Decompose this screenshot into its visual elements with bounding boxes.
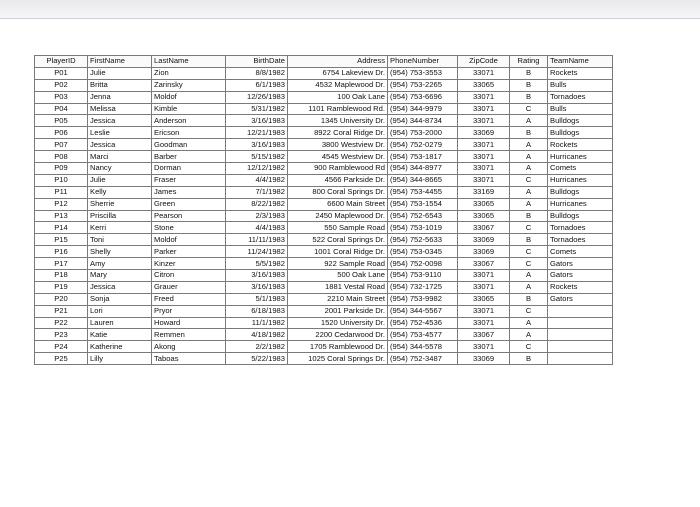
cell-player-id[interactable]: P23 <box>35 329 88 341</box>
cell-team-name[interactable] <box>548 353 613 365</box>
column-header-zip-code[interactable]: ZipCode <box>458 56 510 68</box>
cell-birth-date[interactable]: 3/16/1983 <box>226 139 288 151</box>
cell-rating[interactable]: A <box>510 329 548 341</box>
cell-last-name[interactable]: Stone <box>152 222 226 234</box>
cell-team-name[interactable]: Bulldogs <box>548 127 613 139</box>
cell-first-name[interactable]: Lilly <box>88 353 152 365</box>
table-row <box>35 198 613 210</box>
window-top-bar <box>0 0 700 19</box>
cell-address[interactable]: 2001 Parkside Dr. <box>288 305 388 317</box>
cell-birth-date[interactable]: 2/3/1983 <box>226 210 288 222</box>
cell-zip-code[interactable]: 33071 <box>458 174 510 186</box>
column-header-first-name[interactable]: FirstName <box>88 56 152 68</box>
cell-phone-number[interactable]: (954) 753-1817 <box>388 151 458 163</box>
cell-rating[interactable]: C <box>510 246 548 258</box>
cell-last-name[interactable]: Pearson <box>152 210 226 222</box>
table-row <box>35 115 613 127</box>
cell-zip-code[interactable]: 33067 <box>458 329 510 341</box>
cell-last-name[interactable]: James <box>152 186 226 198</box>
cell-first-name[interactable]: Leslie <box>88 127 152 139</box>
header-row <box>35 56 613 68</box>
cell-team-name[interactable] <box>548 329 613 341</box>
cell-first-name[interactable]: Nancy <box>88 163 152 175</box>
cell-birth-date[interactable]: 4/4/1983 <box>226 222 288 234</box>
cell-phone-number[interactable]: (954) 753-9110 <box>388 270 458 282</box>
cell-first-name[interactable]: Julie <box>88 67 152 79</box>
cell-phone-number[interactable]: (954) 753-4455 <box>388 186 458 198</box>
cell-rating[interactable]: A <box>510 139 548 151</box>
cell-last-name[interactable]: Barber <box>152 151 226 163</box>
cell-first-name[interactable]: Mary <box>88 270 152 282</box>
cell-last-name[interactable]: Fraser <box>152 174 226 186</box>
column-header-player-id[interactable]: PlayerID <box>35 56 88 68</box>
cell-first-name[interactable]: Priscilla <box>88 210 152 222</box>
cell-first-name[interactable]: Kelly <box>88 186 152 198</box>
cell-first-name[interactable]: Amy <box>88 258 152 270</box>
cell-team-name[interactable]: Comets <box>548 163 613 175</box>
cell-birth-date[interactable]: 2/2/1982 <box>226 341 288 353</box>
cell-address[interactable]: 1881 Vestal Road <box>288 281 388 293</box>
cell-last-name[interactable]: Moldof <box>152 234 226 246</box>
cell-phone-number[interactable]: (954) 753-4577 <box>388 329 458 341</box>
cell-player-id[interactable]: P14 <box>35 222 88 234</box>
cell-zip-code[interactable]: 33071 <box>458 163 510 175</box>
cell-phone-number[interactable]: (954) 753-3553 <box>388 67 458 79</box>
cell-player-id[interactable]: P13 <box>35 210 88 222</box>
cell-team-name[interactable]: Gators <box>548 258 613 270</box>
cell-first-name[interactable]: Lori <box>88 305 152 317</box>
cell-phone-number[interactable]: (954) 752-4536 <box>388 317 458 329</box>
cell-team-name[interactable]: Bulldogs <box>548 115 613 127</box>
cell-first-name[interactable]: Jessica <box>88 281 152 293</box>
column-header-address[interactable]: Address <box>288 56 388 68</box>
table-row <box>35 341 613 353</box>
table-row <box>35 281 613 293</box>
cell-player-id[interactable]: P21 <box>35 305 88 317</box>
cell-player-id[interactable]: P17 <box>35 258 88 270</box>
cell-address[interactable]: 6600 Main Street <box>288 198 388 210</box>
cell-last-name[interactable]: Citron <box>152 270 226 282</box>
cell-address[interactable]: 2200 Cedarwood Dr. <box>288 329 388 341</box>
cell-address[interactable]: 522 Coral Springs Dr. <box>288 234 388 246</box>
cell-team-name[interactable]: Hurricanes <box>548 151 613 163</box>
cell-last-name[interactable]: Dorman <box>152 163 226 175</box>
cell-birth-date[interactable]: 12/26/1983 <box>226 91 288 103</box>
cell-first-name[interactable]: Britta <box>88 79 152 91</box>
cell-zip-code[interactable]: 33071 <box>458 270 510 282</box>
cell-rating[interactable]: C <box>510 341 548 353</box>
cell-team-name[interactable]: Bulldogs <box>548 210 613 222</box>
cell-zip-code[interactable]: 33169 <box>458 186 510 198</box>
cell-first-name[interactable]: Kerri <box>88 222 152 234</box>
table-row <box>35 127 613 139</box>
cell-address[interactable]: 922 Sample Road <box>288 258 388 270</box>
cell-address[interactable]: 4532 Maplewood Dr. <box>288 79 388 91</box>
cell-player-id[interactable]: P22 <box>35 317 88 329</box>
cell-phone-number[interactable]: (954) 344-8977 <box>388 163 458 175</box>
cell-phone-number[interactable]: (954) 752-5633 <box>388 234 458 246</box>
cell-phone-number[interactable]: (954) 752-0098 <box>388 258 458 270</box>
cell-player-id[interactable]: P09 <box>35 163 88 175</box>
cell-birth-date[interactable]: 4/18/1982 <box>226 329 288 341</box>
cell-zip-code[interactable]: 33071 <box>458 341 510 353</box>
cell-phone-number[interactable]: (954) 753-1554 <box>388 198 458 210</box>
cell-team-name[interactable]: Tornadoes <box>548 91 613 103</box>
cell-team-name[interactable]: Gators <box>548 270 613 282</box>
cell-birth-date[interactable]: 4/4/1982 <box>226 174 288 186</box>
cell-player-id[interactable]: P10 <box>35 174 88 186</box>
cell-phone-number[interactable]: (954) 753-9982 <box>388 293 458 305</box>
cell-player-id[interactable]: P05 <box>35 115 88 127</box>
cell-rating[interactable]: A <box>510 115 548 127</box>
cell-rating[interactable]: A <box>510 270 548 282</box>
cell-zip-code[interactable]: 33071 <box>458 317 510 329</box>
cell-birth-date[interactable]: 7/1/1982 <box>226 186 288 198</box>
table-row <box>35 151 613 163</box>
cell-player-id[interactable]: P12 <box>35 198 88 210</box>
cell-zip-code[interactable]: 33069 <box>458 127 510 139</box>
cell-zip-code[interactable]: 33065 <box>458 210 510 222</box>
cell-player-id[interactable]: P04 <box>35 103 88 115</box>
table-row <box>35 186 613 198</box>
table-row <box>35 163 613 175</box>
cell-team-name[interactable]: Bulls <box>548 103 613 115</box>
cell-player-id[interactable]: P03 <box>35 91 88 103</box>
cell-last-name[interactable]: Moldof <box>152 91 226 103</box>
cell-address[interactable]: 550 Sample Road <box>288 222 388 234</box>
cell-last-name[interactable]: Kinzer <box>152 258 226 270</box>
cell-birth-date[interactable]: 5/5/1982 <box>226 258 288 270</box>
cell-phone-number[interactable]: (954) 752-0279 <box>388 139 458 151</box>
cell-player-id[interactable]: P11 <box>35 186 88 198</box>
cell-birth-date[interactable]: 5/15/1982 <box>226 151 288 163</box>
cell-address[interactable]: 900 Ramblewood Rd <box>288 163 388 175</box>
cell-rating[interactable]: A <box>510 151 548 163</box>
cell-phone-number[interactable]: (954) 753-1019 <box>388 222 458 234</box>
cell-rating[interactable]: A <box>510 186 548 198</box>
cell-birth-date[interactable]: 11/11/1983 <box>226 234 288 246</box>
cell-last-name[interactable]: Ericson <box>152 127 226 139</box>
cell-zip-code[interactable]: 33071 <box>458 67 510 79</box>
cell-first-name[interactable]: Katherine <box>88 341 152 353</box>
cell-address[interactable]: 8922 Coral Ridge Dr. <box>288 127 388 139</box>
cell-team-name[interactable] <box>548 305 613 317</box>
cell-rating[interactable]: B <box>510 234 548 246</box>
cell-last-name[interactable]: Zion <box>152 67 226 79</box>
column-header-team-name[interactable]: TeamName <box>548 56 613 68</box>
cell-phone-number[interactable]: (954) 344-5567 <box>388 305 458 317</box>
table-row <box>35 79 613 91</box>
table-row <box>35 317 613 329</box>
cell-first-name[interactable]: Jenna <box>88 91 152 103</box>
cell-birth-date[interactable]: 6/18/1983 <box>226 305 288 317</box>
cell-team-name[interactable]: Bulldogs <box>548 186 613 198</box>
cell-rating[interactable]: C <box>510 258 548 270</box>
cell-last-name[interactable]: Grauer <box>152 281 226 293</box>
cell-birth-date[interactable]: 12/21/1983 <box>226 127 288 139</box>
table-row <box>35 258 613 270</box>
cell-rating[interactable]: C <box>510 103 548 115</box>
cell-zip-code[interactable]: 33071 <box>458 103 510 115</box>
cell-birth-date[interactable]: 3/16/1983 <box>226 270 288 282</box>
cell-first-name[interactable]: Sherrie <box>88 198 152 210</box>
cell-last-name[interactable]: Pryor <box>152 305 226 317</box>
cell-rating[interactable]: B <box>510 353 548 365</box>
cell-last-name[interactable]: Green <box>152 198 226 210</box>
cell-phone-number[interactable]: (954) 344-9979 <box>388 103 458 115</box>
cell-rating[interactable]: A <box>510 317 548 329</box>
cell-player-id[interactable]: P02 <box>35 79 88 91</box>
cell-player-id[interactable]: P01 <box>35 67 88 79</box>
cell-birth-date[interactable]: 11/24/1982 <box>226 246 288 258</box>
cell-last-name[interactable]: Taboas <box>152 353 226 365</box>
cell-first-name[interactable]: Sonja <box>88 293 152 305</box>
table-row <box>35 139 613 151</box>
cell-address[interactable]: 6754 Lakeview Dr. <box>288 67 388 79</box>
cell-team-name[interactable]: Rockets <box>548 281 613 293</box>
cell-player-id[interactable]: P07 <box>35 139 88 151</box>
cell-player-id[interactable]: P20 <box>35 293 88 305</box>
cell-zip-code[interactable]: 33069 <box>458 246 510 258</box>
cell-zip-code[interactable]: 33071 <box>458 91 510 103</box>
cell-player-id[interactable]: P18 <box>35 270 88 282</box>
cell-team-name[interactable]: Comets <box>548 246 613 258</box>
cell-team-name[interactable]: Tornadoes <box>548 222 613 234</box>
cell-zip-code[interactable]: 33071 <box>458 139 510 151</box>
cell-address[interactable]: 4545 Westview Dr. <box>288 151 388 163</box>
table-row <box>35 67 613 79</box>
cell-team-name[interactable]: Bulls <box>548 79 613 91</box>
cell-address[interactable]: 1001 Coral Ridge Dr. <box>288 246 388 258</box>
players-table <box>34 55 613 365</box>
cell-birth-date[interactable]: 5/31/1982 <box>226 103 288 115</box>
cell-address[interactable]: 100 Oak Lane <box>288 91 388 103</box>
column-header-rating[interactable]: Rating <box>510 56 548 68</box>
cell-address[interactable]: 1101 Ramblewood Rd. <box>288 103 388 115</box>
cell-first-name[interactable]: Marci <box>88 151 152 163</box>
cell-address[interactable]: 1705 Ramblewood Dr. <box>288 341 388 353</box>
cell-player-id[interactable]: P25 <box>35 353 88 365</box>
cell-rating[interactable]: B <box>510 127 548 139</box>
cell-zip-code[interactable]: 33067 <box>458 222 510 234</box>
cell-zip-code[interactable]: 33065 <box>458 198 510 210</box>
cell-player-id[interactable]: P16 <box>35 246 88 258</box>
cell-birth-date[interactable]: 5/1/1983 <box>226 293 288 305</box>
cell-last-name[interactable]: Anderson <box>152 115 226 127</box>
cell-team-name[interactable]: Rockets <box>548 67 613 79</box>
cell-zip-code[interactable]: 33065 <box>458 79 510 91</box>
cell-address[interactable]: 4566 Parkside Dr. <box>288 174 388 186</box>
cell-rating[interactable]: B <box>510 79 548 91</box>
cell-phone-number[interactable]: (954) 753-0345 <box>388 246 458 258</box>
table-row <box>35 329 613 341</box>
cell-phone-number[interactable]: (954) 344-5578 <box>388 341 458 353</box>
cell-address[interactable]: 1345 University Dr. <box>288 115 388 127</box>
cell-team-name[interactable]: Hurricanes <box>548 174 613 186</box>
cell-first-name[interactable]: Julie <box>88 174 152 186</box>
cell-birth-date[interactable]: 11/1/1982 <box>226 317 288 329</box>
cell-phone-number[interactable]: (954) 344-8734 <box>388 115 458 127</box>
cell-team-name[interactable]: Hurricanes <box>548 198 613 210</box>
table-row <box>35 293 613 305</box>
cell-zip-code[interactable]: 33065 <box>458 293 510 305</box>
cell-phone-number[interactable]: (954) 753-2265 <box>388 79 458 91</box>
cell-first-name[interactable]: Lauren <box>88 317 152 329</box>
cell-first-name[interactable]: Shelly <box>88 246 152 258</box>
cell-last-name[interactable]: Remmen <box>152 329 226 341</box>
cell-rating[interactable]: B <box>510 91 548 103</box>
cell-rating[interactable]: B <box>510 67 548 79</box>
cell-team-name[interactable]: Tornadoes <box>548 234 613 246</box>
column-header-last-name[interactable]: LastName <box>152 56 226 68</box>
cell-last-name[interactable]: Freed <box>152 293 226 305</box>
cell-player-id[interactable]: P08 <box>35 151 88 163</box>
table-row <box>35 103 613 115</box>
column-header-birth-date[interactable]: BirthDate <box>226 56 288 68</box>
cell-player-id[interactable]: P24 <box>35 341 88 353</box>
cell-birth-date[interactable]: 8/22/1982 <box>226 198 288 210</box>
cell-rating[interactable]: A <box>510 198 548 210</box>
table-row <box>35 270 613 282</box>
cell-address[interactable]: 500 Oak Lane <box>288 270 388 282</box>
cell-birth-date[interactable]: 3/16/1983 <box>226 115 288 127</box>
cell-zip-code[interactable]: 33069 <box>458 234 510 246</box>
cell-rating[interactable]: A <box>510 163 548 175</box>
cell-birth-date[interactable]: 5/22/1983 <box>226 353 288 365</box>
cell-team-name[interactable] <box>548 341 613 353</box>
cell-phone-number[interactable]: (954) 752-6543 <box>388 210 458 222</box>
cell-birth-date[interactable]: 8/8/1982 <box>226 67 288 79</box>
cell-last-name[interactable]: Zarinsky <box>152 79 226 91</box>
cell-phone-number[interactable]: (954) 344-8665 <box>388 174 458 186</box>
cell-phone-number[interactable]: (954) 732-1725 <box>388 281 458 293</box>
cell-zip-code[interactable]: 33071 <box>458 281 510 293</box>
table-row <box>35 246 613 258</box>
cell-birth-date[interactable]: 12/12/1982 <box>226 163 288 175</box>
cell-zip-code[interactable]: 33071 <box>458 115 510 127</box>
cell-first-name[interactable]: Katie <box>88 329 152 341</box>
cell-rating[interactable]: C <box>510 174 548 186</box>
cell-address[interactable]: 3800 Westview Dr. <box>288 139 388 151</box>
cell-birth-date[interactable]: 3/16/1983 <box>226 281 288 293</box>
cell-rating[interactable]: C <box>510 222 548 234</box>
cell-zip-code[interactable]: 33071 <box>458 305 510 317</box>
table-row <box>35 210 613 222</box>
cell-address[interactable]: 2450 Maplewood Dr. <box>288 210 388 222</box>
table-row <box>35 174 613 186</box>
table-row <box>35 305 613 317</box>
cell-rating[interactable]: A <box>510 281 548 293</box>
spreadsheet <box>34 55 613 365</box>
table-body <box>35 67 613 364</box>
cell-first-name[interactable]: Melissa <box>88 103 152 115</box>
table-row <box>35 222 613 234</box>
cell-zip-code[interactable]: 33071 <box>458 151 510 163</box>
cell-phone-number[interactable]: (954) 753-6696 <box>388 91 458 103</box>
cell-player-id[interactable]: P19 <box>35 281 88 293</box>
cell-last-name[interactable]: Kimble <box>152 103 226 115</box>
cell-address[interactable]: 800 Coral Springs Dr. <box>288 186 388 198</box>
table-row <box>35 353 613 365</box>
cell-team-name[interactable] <box>548 317 613 329</box>
cell-rating[interactable]: B <box>510 293 548 305</box>
cell-last-name[interactable]: Parker <box>152 246 226 258</box>
cell-team-name[interactable]: Gators <box>548 293 613 305</box>
cell-rating[interactable]: C <box>510 305 548 317</box>
cell-phone-number[interactable]: (954) 753-2000 <box>388 127 458 139</box>
cell-last-name[interactable]: Akong <box>152 341 226 353</box>
table-row <box>35 91 613 103</box>
cell-team-name[interactable]: Rockets <box>548 139 613 151</box>
cell-first-name[interactable]: Jessica <box>88 139 152 151</box>
cell-last-name[interactable]: Goodman <box>152 139 226 151</box>
cell-phone-number[interactable]: (954) 752-3487 <box>388 353 458 365</box>
cell-birth-date[interactable]: 6/1/1983 <box>226 79 288 91</box>
cell-player-id[interactable]: P06 <box>35 127 88 139</box>
cell-last-name[interactable]: Howard <box>152 317 226 329</box>
cell-address[interactable]: 1025 Coral Springs Dr. <box>288 353 388 365</box>
cell-address[interactable]: 2210 Main Street <box>288 293 388 305</box>
cell-first-name[interactable]: Jessica <box>88 115 152 127</box>
cell-player-id[interactable]: P15 <box>35 234 88 246</box>
cell-address[interactable]: 1520 University Dr. <box>288 317 388 329</box>
cell-zip-code[interactable]: 33069 <box>458 353 510 365</box>
table-row <box>35 234 613 246</box>
cell-rating[interactable]: B <box>510 210 548 222</box>
column-header-phone-number[interactable]: PhoneNumber <box>388 56 458 68</box>
cell-zip-code[interactable]: 33067 <box>458 258 510 270</box>
cell-first-name[interactable]: Toni <box>88 234 152 246</box>
